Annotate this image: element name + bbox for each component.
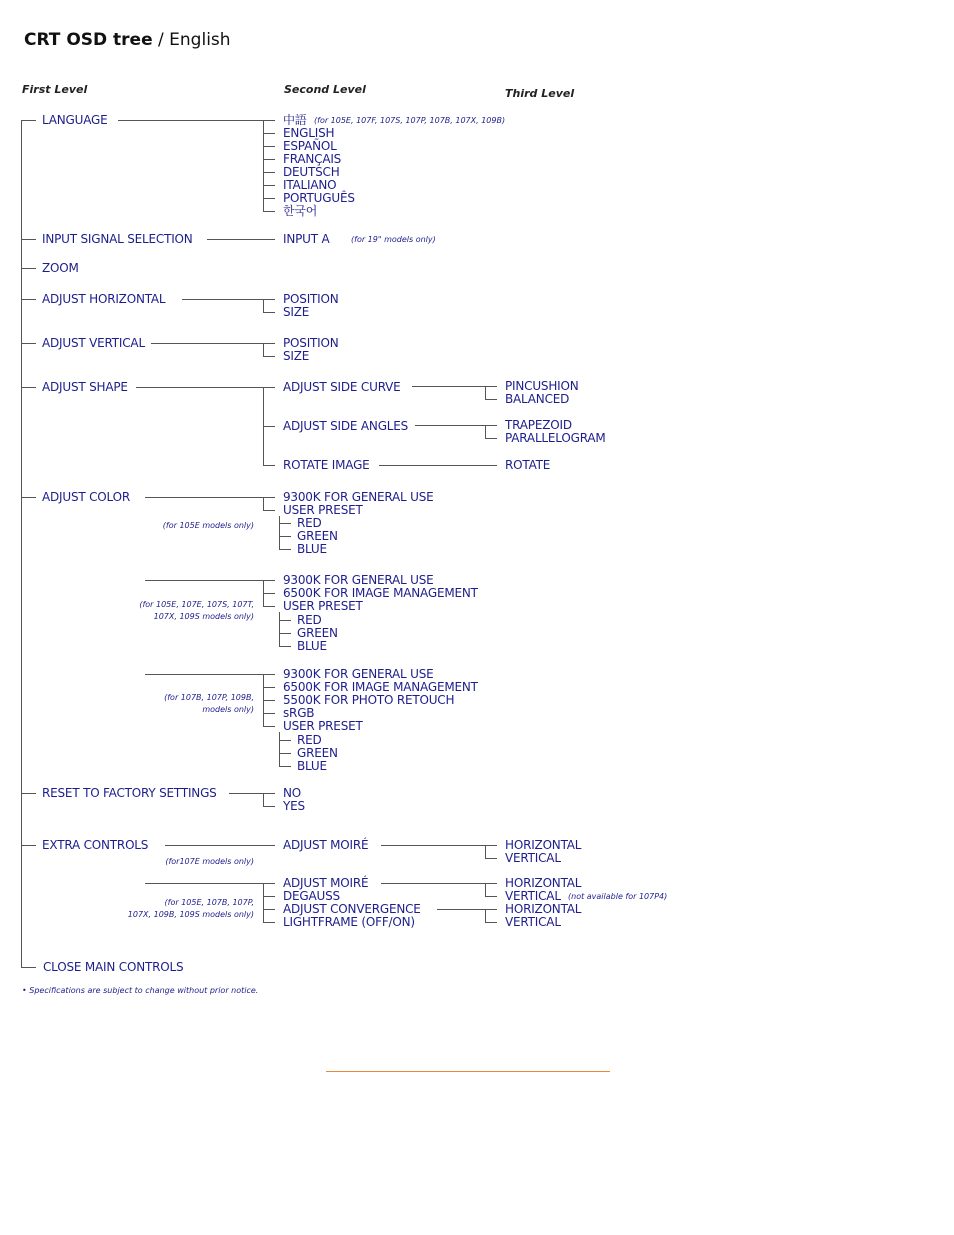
curve-item: BALANCED — [505, 392, 570, 406]
tick-line — [279, 549, 291, 550]
color-c-item: USER PRESET — [283, 719, 363, 733]
color-b-note: (for 105E, 107E, 107S, 107T, 107X, 109S models only) — [139, 600, 254, 621]
sub-trunk-line — [485, 909, 486, 922]
connector-line — [229, 793, 275, 794]
color-c-item: sRGB — [283, 706, 315, 720]
language-item: ESPAÑOL — [283, 139, 337, 153]
branch-line — [21, 120, 36, 121]
rotate-item: ROTATE — [505, 458, 551, 472]
tick-line — [279, 620, 291, 621]
language-item: DEUTSCH — [283, 165, 340, 179]
header-third-level: Third Level — [505, 87, 575, 100]
sub-trunk-line — [263, 343, 264, 356]
tick-line — [263, 726, 275, 727]
input-note: (for 19" models only) — [351, 235, 436, 244]
angles-item: TRAPEZOID — [505, 418, 572, 432]
tick-line — [279, 646, 291, 647]
branch-line — [21, 299, 36, 300]
tick-line — [263, 687, 275, 688]
node-input-signal-selection: INPUT SIGNAL SELECTION — [42, 232, 193, 246]
node-adjust-shape: ADJUST SHAPE — [42, 380, 128, 394]
tick-line — [263, 146, 275, 147]
connector-line — [151, 343, 275, 344]
node-close-main-controls: CLOSE MAIN CONTROLS — [43, 960, 184, 974]
color-a-sub: BLUE — [297, 542, 327, 556]
color-c-sub: RED — [297, 733, 322, 747]
tick-line — [279, 740, 291, 741]
extra-a-note: (for107E models only) — [165, 857, 254, 866]
sub-trunk-line — [263, 497, 264, 510]
color-a-item: USER PRESET — [283, 503, 363, 517]
tick-line — [263, 510, 275, 511]
curve-item: PINCUSHION — [505, 379, 579, 393]
tick-line — [485, 399, 497, 400]
color-a-item: 9300K FOR GENERAL USE — [283, 490, 434, 504]
header-second-level: Second Level — [284, 83, 366, 96]
tick-line — [485, 896, 497, 897]
extra-b-conv-item: HORIZONTAL — [505, 902, 582, 916]
node-reset-factory-settings: RESET TO FACTORY SETTINGS — [42, 786, 217, 800]
reset-item: YES — [283, 799, 305, 813]
input-item: INPUT A — [283, 232, 330, 246]
branch-line — [21, 387, 36, 388]
tick-line — [485, 858, 497, 859]
tick-line — [263, 211, 275, 212]
connector-line — [381, 845, 497, 846]
language-item: ENGLISH — [283, 126, 335, 140]
tick-line — [263, 133, 275, 134]
language-item: FRANÇAIS — [283, 152, 342, 166]
language-item: 中語 — [283, 113, 307, 127]
tick-line — [263, 896, 275, 897]
tick-line — [263, 172, 275, 173]
extra-b-moire: ADJUST MOIRÉ — [283, 876, 369, 890]
node-zoom: ZOOM — [42, 261, 79, 275]
sub-trunk-line — [279, 732, 280, 766]
extra-b-conv-item: VERTICAL — [505, 915, 561, 929]
branch-line — [21, 845, 36, 846]
shape-rotate-image: ROTATE IMAGE — [283, 458, 370, 472]
extra-a-moire: ADJUST MOIRÉ — [283, 838, 369, 852]
node-language: LANGUAGE — [42, 113, 108, 127]
connector-line — [136, 387, 275, 388]
extra-b-moire-item: HORIZONTAL — [505, 876, 582, 890]
extra-a-moire-item: HORIZONTAL — [505, 838, 582, 852]
color-c-sub: GREEN — [297, 746, 338, 760]
reset-item: NO — [283, 786, 302, 800]
color-c-note: (for 107B, 107P, 109B, models only) — [164, 693, 254, 714]
color-b-sub: GREEN — [297, 626, 338, 640]
tick-line — [263, 922, 275, 923]
node-adjust-vertical: ADJUST VERTICAL — [42, 336, 145, 350]
language-item: ITALIANO — [283, 178, 337, 192]
sub-trunk-line — [279, 612, 280, 646]
extra-b-degauss: DEGAUSS — [283, 889, 340, 903]
tick-line — [263, 426, 275, 427]
connector-line — [118, 120, 275, 121]
connector-line — [145, 883, 275, 884]
tick-line — [485, 438, 497, 439]
node-extra-controls: EXTRA CONTROLS — [42, 838, 149, 852]
tick-line — [263, 713, 275, 714]
sub-trunk-line — [279, 516, 280, 549]
tick-line — [279, 766, 291, 767]
tick-line — [279, 523, 291, 524]
branch-line — [21, 343, 36, 344]
tick-line — [263, 593, 275, 594]
ver-item: POSITION — [283, 336, 339, 350]
sub-trunk-line — [485, 845, 486, 858]
title-bold: CRT OSD tree — [24, 30, 153, 50]
color-b-sub: BLUE — [297, 639, 327, 653]
branch-line — [21, 497, 36, 498]
language-item: PORTUGUÊS — [283, 191, 355, 205]
page-title — [24, 32, 231, 49]
shape-side-curve: ADJUST SIDE CURVE — [283, 380, 401, 394]
shape-side-angles: ADJUST SIDE ANGLES — [283, 419, 409, 433]
tick-line — [263, 606, 275, 607]
sub-trunk-line — [485, 425, 486, 438]
header-first-level: First Level — [22, 83, 88, 96]
connector-line — [437, 909, 497, 910]
color-c-item: 6500K FOR IMAGE MANAGEMENT — [283, 680, 478, 694]
sub-trunk-line — [263, 793, 264, 806]
extra-b-moire-item: VERTICAL — [505, 889, 561, 903]
color-c-item: 5500K FOR PHOTO RETOUCH — [283, 693, 455, 707]
connector-line — [381, 883, 497, 884]
color-a-sub: RED — [297, 516, 322, 530]
connector-line — [145, 674, 275, 675]
connector-line — [207, 239, 275, 240]
color-c-item: 9300K FOR GENERAL USE — [283, 667, 434, 681]
sub-trunk-line — [263, 299, 264, 312]
branch-line — [21, 967, 36, 968]
tick-line — [263, 159, 275, 160]
connector-line — [145, 580, 275, 581]
extra-b-vertical-note: (not available for 107P4) — [568, 892, 668, 901]
branch-line — [21, 793, 36, 794]
tick-line — [485, 922, 497, 923]
extra-b-lightframe: LIGHTFRAME (OFF/ON) — [283, 915, 415, 929]
title-rest: / English — [152, 30, 231, 50]
angles-item: PARALLELOGRAM — [505, 431, 606, 445]
tick-line — [263, 198, 275, 199]
hor-item: SIZE — [283, 305, 310, 319]
color-b-item: USER PRESET — [283, 599, 363, 613]
ver-item: SIZE — [283, 349, 310, 363]
connector-line — [145, 497, 275, 498]
sub-trunk-line — [485, 386, 486, 399]
node-adjust-color: ADJUST COLOR — [42, 490, 130, 504]
extra-b-convergence: ADJUST CONVERGENCE — [283, 902, 421, 916]
language-item: 한국어 — [283, 204, 318, 218]
color-b-item: 9300K FOR GENERAL USE — [283, 573, 434, 587]
tick-line — [263, 909, 275, 910]
trunk-line — [21, 120, 22, 967]
language-note: (for 105E, 107F, 107S, 107P, 107B, 107X, 109B) — [314, 116, 506, 125]
tick-line — [279, 633, 291, 634]
sub-trunk-line — [263, 883, 264, 922]
color-a-note: (for 105E models only) — [162, 521, 254, 530]
branch-line — [21, 239, 36, 240]
extra-a-moire-item: VERTICAL — [505, 851, 561, 865]
connector-line — [182, 299, 275, 300]
tick-line — [263, 465, 275, 466]
hor-item: POSITION — [283, 292, 339, 306]
color-a-sub: GREEN — [297, 529, 338, 543]
color-b-sub: RED — [297, 613, 322, 627]
node-adjust-horizontal: ADJUST HORIZONTAL — [42, 292, 166, 306]
tick-line — [263, 312, 275, 313]
sub-trunk-line — [485, 883, 486, 896]
connector-line — [165, 845, 275, 846]
tick-line — [279, 753, 291, 754]
tick-line — [263, 185, 275, 186]
extra-b-note: (for 105E, 107B, 107P, 107X, 109B, 109S models only) — [127, 898, 254, 919]
tick-line — [279, 536, 291, 537]
tick-line — [263, 806, 275, 807]
tick-line — [263, 700, 275, 701]
color-b-item: 6500K FOR IMAGE MANAGEMENT — [283, 586, 478, 600]
branch-line — [21, 268, 36, 269]
connector-line — [379, 465, 497, 466]
footnote: • Specifications are subject to change without prior notice. — [22, 986, 259, 995]
tick-line — [263, 356, 275, 357]
divider-rule — [326, 1071, 610, 1072]
color-c-sub: BLUE — [297, 759, 327, 773]
